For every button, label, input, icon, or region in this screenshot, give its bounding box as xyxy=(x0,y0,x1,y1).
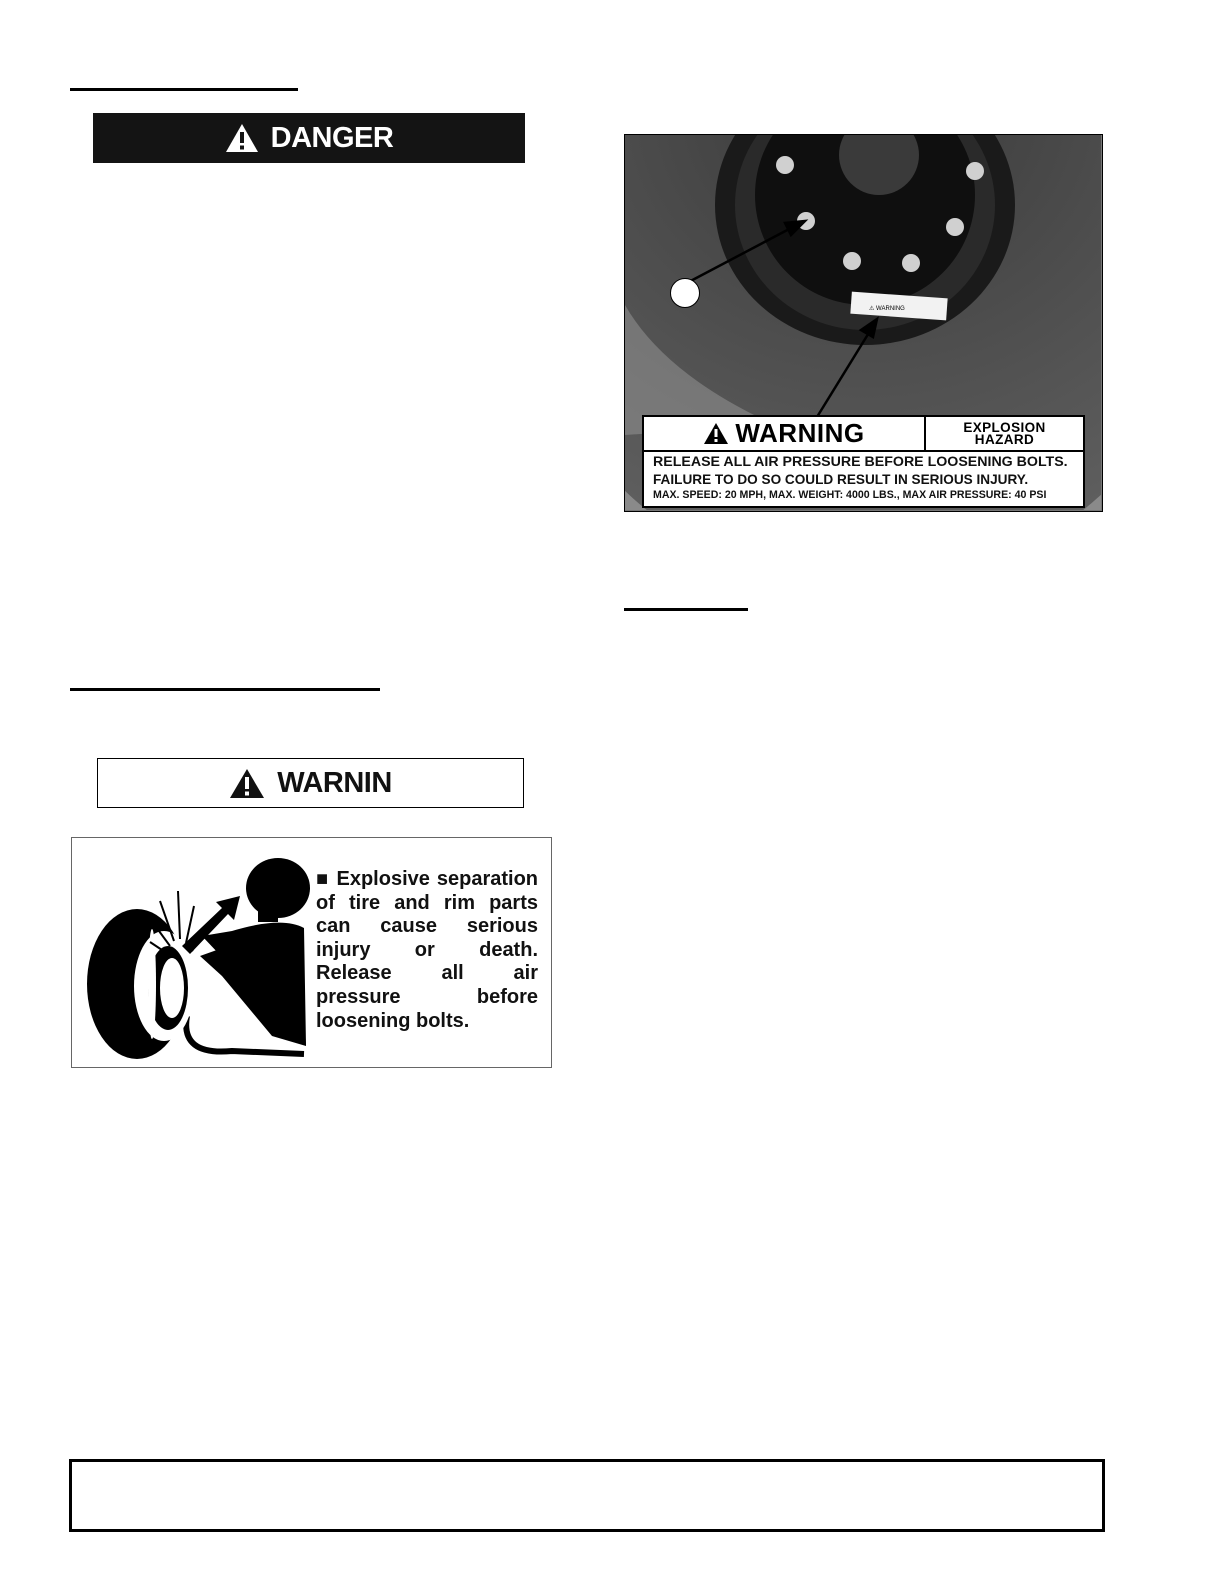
warning-triangle-icon xyxy=(225,123,259,153)
hazard-line-2: HAZARD xyxy=(974,431,1035,447)
decal-message-text: Explosive separation of tire and rim parts can cause serious injury or death. Release all air pressure before loosening bolts. xyxy=(316,868,538,1032)
decal-title: WARNING xyxy=(735,418,865,448)
hazard-line-1: EXPLOSION xyxy=(963,419,1046,435)
decal-line-3: MAX. SPEED: 20 MPH, MAX. WEIGHT: 4000 LBS., MAX AIR PRESSURE: 40 PSI xyxy=(653,489,1047,501)
section-heading-rule xyxy=(70,688,380,691)
section-heading-rule xyxy=(624,608,748,611)
tire-decal-message xyxy=(316,868,538,1033)
tire-explosion-icon xyxy=(82,846,312,1062)
warning-label: WARNIN xyxy=(277,766,392,799)
danger-label: DANGER xyxy=(270,121,394,154)
decal-header xyxy=(644,417,1083,452)
explosion-warning-decal xyxy=(642,415,1085,508)
warning-triangle-icon xyxy=(229,768,265,799)
sticker-text: ⚠ WARNING xyxy=(869,306,905,312)
warning-banner xyxy=(97,758,524,808)
bullet-square: ■ xyxy=(316,868,330,890)
section-heading-rule xyxy=(70,88,298,91)
footer-box xyxy=(69,1459,1105,1532)
decal-body xyxy=(653,454,1077,503)
decal-title-cell xyxy=(644,417,926,450)
decal-line-1: RELEASE ALL AIR PRESSURE BEFORE LOOSENING BOLTS. xyxy=(653,454,1068,470)
danger-banner xyxy=(93,113,525,163)
decal-line-2: FAILURE TO DO SO COULD RESULT IN SERIOUS INJURY. xyxy=(653,472,1029,487)
tire-safety-decal xyxy=(71,837,552,1068)
warning-triangle-icon xyxy=(703,422,729,445)
callout-circle xyxy=(670,278,700,308)
decal-hazard-cell xyxy=(926,417,1083,450)
